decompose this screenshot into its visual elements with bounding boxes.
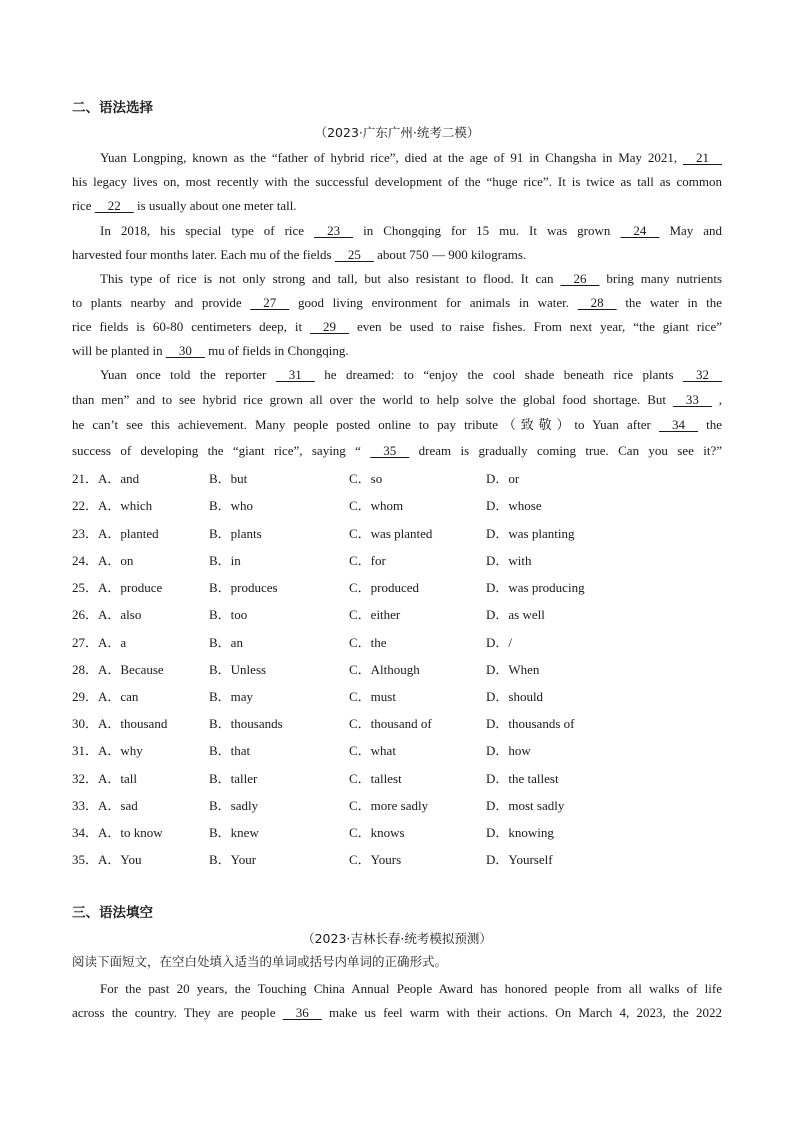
option-b[interactable]: B．who bbox=[209, 498, 254, 513]
option-a[interactable]: 32．A．tall bbox=[72, 771, 137, 786]
option-b[interactable]: B．taller bbox=[209, 771, 258, 786]
option-d[interactable]: D．how bbox=[486, 743, 531, 758]
section-3-title: 三、语法填空 bbox=[72, 905, 153, 921]
option-d[interactable]: D．Yourself bbox=[486, 852, 553, 867]
question-33-options bbox=[72, 795, 722, 811]
blank-32[interactable]: 32 bbox=[683, 367, 723, 382]
question-35-options bbox=[72, 849, 722, 865]
passage-text: the water in the bbox=[625, 295, 723, 310]
option-b[interactable]: B．that bbox=[209, 743, 251, 758]
question-22-options bbox=[72, 495, 722, 511]
option-a[interactable]: 35．A．You bbox=[72, 852, 142, 867]
passage-text: For the past 20 years, the Touching China Annual People Award has honored people from all walks of life bbox=[100, 981, 722, 996]
p2-line bbox=[72, 443, 722, 459]
p3-line bbox=[72, 1005, 722, 1021]
blank-29[interactable]: 29 bbox=[310, 319, 350, 334]
option-a[interactable]: 21．A．and bbox=[72, 471, 140, 486]
p2-line bbox=[72, 295, 722, 311]
option-d[interactable]: D．/ bbox=[486, 635, 513, 650]
blank-23[interactable]: 23 bbox=[314, 223, 354, 238]
passage-text: even be used to raise fishes. From next year, “the giant rice” bbox=[357, 319, 723, 334]
question-31-options bbox=[72, 740, 722, 756]
option-c[interactable]: C．what bbox=[349, 743, 396, 758]
passage-text: mu of fields in Chongqing. bbox=[208, 343, 349, 358]
passage-text: than men” and to see hybrid rice grown all over the world to help solve the global food shortage. But bbox=[72, 392, 666, 407]
blank-25[interactable]: 25 bbox=[334, 247, 374, 262]
p2-line bbox=[72, 417, 722, 433]
option-b[interactable]: B．but bbox=[209, 471, 248, 486]
passage-text: he can’t see this achievement. Many people posted online to pay tribute（致敬）to Yuan after bbox=[72, 417, 651, 432]
option-c[interactable]: C．must bbox=[349, 689, 396, 704]
option-c[interactable]: C．thousand of bbox=[349, 716, 432, 731]
blank-33[interactable]: 33 bbox=[672, 392, 712, 407]
blank-21[interactable]: 21 bbox=[683, 150, 723, 165]
passage-text: bring many nutrients bbox=[606, 271, 723, 286]
blank-27[interactable]: 27 bbox=[250, 295, 290, 310]
option-d[interactable]: D．whose bbox=[486, 498, 542, 513]
option-a[interactable]: 28．A．Because bbox=[72, 662, 164, 677]
option-c[interactable]: C．Yours bbox=[349, 852, 402, 867]
section-3-source: （2023·吉林长春·统考模拟预测） bbox=[302, 931, 492, 946]
p3-line bbox=[72, 981, 722, 997]
option-b[interactable]: B．plants bbox=[209, 526, 262, 541]
option-c[interactable]: C．either bbox=[349, 607, 401, 622]
passage-text: In 2018, his special type of rice bbox=[100, 223, 305, 238]
blank-35[interactable]: 35 bbox=[370, 443, 410, 458]
option-d[interactable]: D．was planting bbox=[486, 526, 575, 541]
p2-line bbox=[72, 392, 722, 408]
blank-31[interactable]: 31 bbox=[275, 367, 315, 382]
option-a[interactable]: 26．A．also bbox=[72, 607, 142, 622]
option-d[interactable]: D．was producing bbox=[486, 580, 585, 595]
option-d[interactable]: D．When bbox=[486, 662, 540, 677]
option-c[interactable]: C．was planted bbox=[349, 526, 433, 541]
passage-text: to plants nearby and provide bbox=[72, 295, 242, 310]
question-25-options bbox=[72, 577, 722, 593]
option-a[interactable]: 22．A．which bbox=[72, 498, 153, 513]
passage-text: his legacy lives on, most recently with the successful development of the “huge rice”. It is twice as tall as common bbox=[72, 174, 722, 189]
passage-text: success of developing the “giant rice”, saying “ bbox=[72, 443, 361, 458]
option-b[interactable]: B．Unless bbox=[209, 662, 267, 677]
blank-24[interactable]: 24 bbox=[620, 223, 660, 238]
passage-text: , bbox=[718, 392, 723, 407]
option-c[interactable]: C．more sadly bbox=[349, 798, 429, 813]
option-a[interactable]: 25．A．produce bbox=[72, 580, 163, 595]
passage-text: the bbox=[706, 417, 723, 432]
question-32-options bbox=[72, 768, 722, 784]
p2-line bbox=[72, 198, 722, 214]
question-23-options bbox=[72, 523, 722, 539]
option-b[interactable]: B．knew bbox=[209, 825, 259, 840]
option-a[interactable]: 29．A．can bbox=[72, 689, 139, 704]
option-c[interactable]: C．tallest bbox=[349, 771, 402, 786]
passage-text: rice bbox=[72, 198, 92, 213]
option-a[interactable]: 34．A．to know bbox=[72, 825, 163, 840]
passage-text: make us feel warm with their actions. On March 4, 2023, the 2022 bbox=[328, 1005, 723, 1020]
question-29-options bbox=[72, 686, 722, 702]
passage-text: Yuan Longping, known as the “father of hybrid rice”, died at the age of 91 in Changsha in May 2021, bbox=[100, 150, 678, 165]
option-d[interactable]: D．as well bbox=[486, 607, 545, 622]
question-24-options bbox=[72, 550, 722, 566]
p2-line bbox=[72, 223, 722, 239]
option-a[interactable]: 23．A．planted bbox=[72, 526, 159, 541]
option-a[interactable]: 24．A．on bbox=[72, 553, 134, 568]
p2-line bbox=[72, 247, 722, 263]
passage-text: dream is gradually coming true. Can you see it?” bbox=[418, 443, 723, 458]
option-a[interactable]: 30．A．thousand bbox=[72, 716, 168, 731]
question-34-options bbox=[72, 822, 722, 838]
option-c[interactable]: C．knows bbox=[349, 825, 405, 840]
passage-text: good living environment for animals in water. bbox=[297, 295, 569, 310]
option-b[interactable]: B．produces bbox=[209, 580, 278, 595]
blank-34[interactable]: 34 bbox=[658, 417, 698, 432]
option-c[interactable]: C．produced bbox=[349, 580, 420, 595]
option-b[interactable]: B．too bbox=[209, 607, 248, 622]
section-2-title: 二、语法选择 bbox=[72, 100, 153, 116]
passage-text: harvested four months later. Each mu of the fields bbox=[72, 247, 332, 262]
question-21-options bbox=[72, 468, 722, 484]
option-c[interactable]: C．the bbox=[349, 635, 387, 650]
question-27-options bbox=[72, 632, 722, 648]
option-d[interactable]: D．with bbox=[486, 553, 532, 568]
option-b[interactable]: B．an bbox=[209, 635, 243, 650]
blank-30[interactable]: 30 bbox=[165, 343, 205, 358]
passage-text: across the country. They are people bbox=[72, 1005, 276, 1020]
option-d[interactable]: D．or bbox=[486, 471, 520, 486]
passage-text: is usually about one meter tall. bbox=[136, 198, 297, 213]
option-a[interactable]: 27．A．a bbox=[72, 635, 127, 650]
option-d[interactable]: D．most sadly bbox=[486, 798, 565, 813]
section-3-instruction: 阅读下面短文，在空白处填入适当的单词或括号内单词的正确形式。 bbox=[72, 954, 448, 969]
option-b[interactable]: B．may bbox=[209, 689, 254, 704]
option-d[interactable]: D．the tallest bbox=[486, 771, 559, 786]
option-d[interactable]: D．knowing bbox=[486, 825, 554, 840]
option-c[interactable]: C．whom bbox=[349, 498, 404, 513]
p2-line bbox=[72, 319, 722, 335]
option-b[interactable]: B．in bbox=[209, 553, 241, 568]
passage-text: rice fields is 60-80 centimeters deep, it bbox=[72, 319, 303, 334]
option-d[interactable]: D．should bbox=[486, 689, 544, 704]
p2-line bbox=[72, 343, 722, 359]
option-a[interactable]: 33．A．sad bbox=[72, 798, 138, 813]
option-c[interactable]: C．Although bbox=[349, 662, 420, 677]
passage-text: This type of rice is not only strong and tall, but also resistant to flood. It can bbox=[100, 271, 554, 286]
blank-22[interactable]: 22 bbox=[94, 198, 134, 213]
option-b[interactable]: B．sadly bbox=[209, 798, 259, 813]
option-b[interactable]: B．thousands bbox=[209, 716, 283, 731]
section-2-source: （2023·广东广州·统考二模） bbox=[314, 125, 480, 140]
option-c[interactable]: C．so bbox=[349, 471, 383, 486]
p2-line bbox=[72, 367, 722, 383]
p2-line bbox=[72, 271, 722, 287]
passage-text: in Chongqing for 15 mu. It was grown bbox=[363, 223, 611, 238]
p2-line bbox=[72, 150, 722, 166]
passage-text: about 750 — 900 kilograms. bbox=[377, 247, 527, 262]
passage-text: he dreamed: to “enjoy the cool shade beneath rice plants bbox=[324, 367, 674, 382]
question-28-options bbox=[72, 659, 722, 675]
p2-line bbox=[72, 174, 722, 190]
option-d[interactable]: D．thousands of bbox=[486, 716, 575, 731]
blank-28[interactable]: 28 bbox=[577, 295, 617, 310]
option-a[interactable]: 31．A．why bbox=[72, 743, 143, 758]
passage-text: May and bbox=[669, 223, 723, 238]
blank-36[interactable]: 36 bbox=[282, 1005, 322, 1020]
question-26-options bbox=[72, 604, 722, 620]
question-30-options bbox=[72, 713, 722, 729]
option-c[interactable]: C．for bbox=[349, 553, 386, 568]
passage-text: Yuan once told the reporter bbox=[100, 367, 267, 382]
blank-26[interactable]: 26 bbox=[560, 271, 600, 286]
option-b[interactable]: B．Your bbox=[209, 852, 257, 867]
passage-text: will be planted in bbox=[72, 343, 163, 358]
